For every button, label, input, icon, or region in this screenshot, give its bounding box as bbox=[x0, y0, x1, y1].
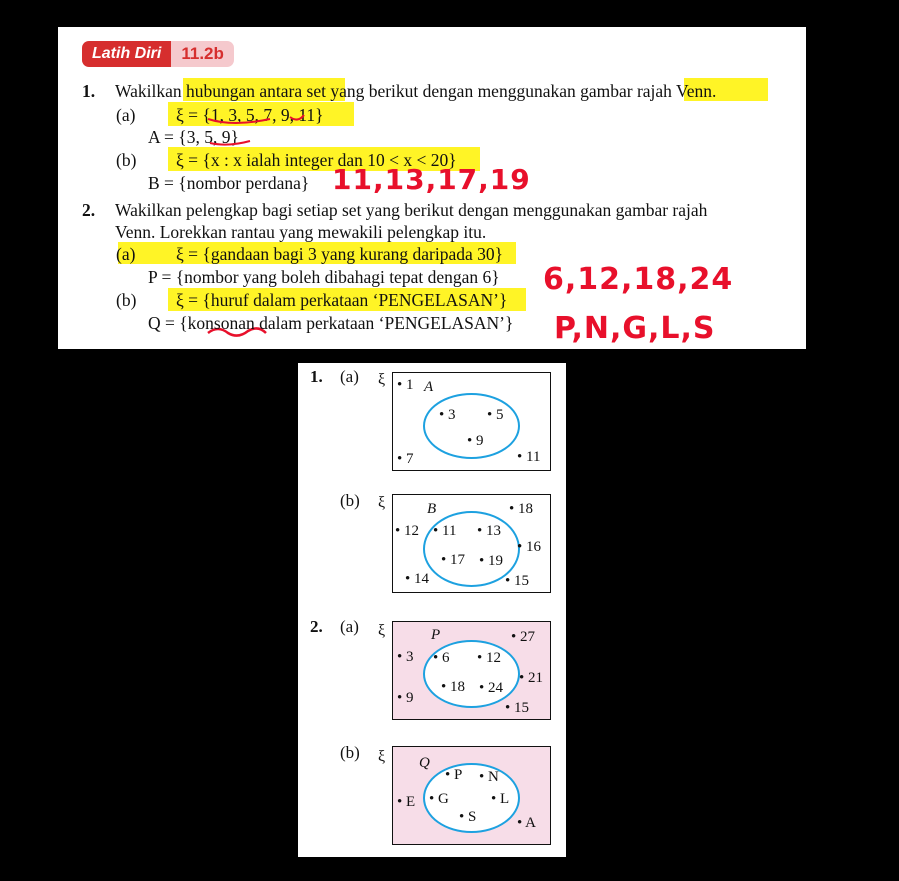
element: • L bbox=[491, 791, 510, 807]
venn-1b-box bbox=[392, 494, 551, 593]
q2b-universal-set: ξ = {huruf dalam perkataan ‘PENGELASAN’} bbox=[176, 290, 508, 310]
element: • A bbox=[517, 815, 537, 831]
q1a-set-a: A = {3, 5, 9} bbox=[148, 127, 239, 147]
venn-1a-box bbox=[392, 372, 551, 471]
set-label-q: Q bbox=[419, 755, 430, 771]
element: • 9 bbox=[397, 690, 414, 706]
venn-1a-set-a bbox=[423, 393, 520, 459]
element: • 9 bbox=[467, 433, 484, 449]
element: • 18 bbox=[509, 501, 534, 517]
element: • 11 bbox=[433, 523, 457, 539]
q1b-set-b: B = {nombor perdana} bbox=[148, 173, 310, 193]
element: • 21 bbox=[519, 670, 544, 686]
element: • 16 bbox=[517, 539, 542, 555]
element: • 13 bbox=[477, 523, 502, 539]
element: • S bbox=[459, 809, 477, 825]
question-1-text: Wakilkan hubungan antara set yang berikut dengan menggunakan gambar rajah Venn. bbox=[115, 81, 717, 101]
element: • 24 bbox=[479, 680, 504, 696]
element: • 5 bbox=[487, 407, 504, 423]
venn-2a-box bbox=[392, 621, 551, 720]
handwritten-primes: 11,13,17,19 bbox=[332, 163, 531, 196]
element: • 6 bbox=[433, 650, 450, 666]
element: • 17 bbox=[441, 552, 466, 568]
element: • G bbox=[429, 791, 449, 807]
answer-2a-label: (a) bbox=[340, 617, 359, 636]
element: • 15 bbox=[505, 700, 530, 716]
element: • 1 bbox=[397, 377, 414, 393]
element: • 18 bbox=[441, 679, 466, 695]
answer-1a-label: (a) bbox=[340, 367, 359, 386]
answer-1-number: 1. bbox=[310, 367, 323, 386]
answer-2-number: 2. bbox=[310, 617, 323, 636]
question-2-text-line1: Wakilkan pelengkap bagi setiap set yang berikut dengan menggunakan gambar rajah bbox=[115, 200, 708, 220]
xi-symbol: ξ bbox=[378, 622, 386, 639]
question-2-text-line2: Venn. Lorekkan rantau yang mewakili pelengkap itu. bbox=[115, 222, 487, 242]
q2b-set-q: Q = {konsonan dalam perkataan ‘PENGELASAN’} bbox=[148, 313, 514, 333]
element: • 12 bbox=[395, 523, 420, 539]
xi-symbol: ξ bbox=[378, 371, 386, 388]
element: • 15 bbox=[505, 573, 530, 589]
answer-2b-label: (b) bbox=[340, 743, 360, 762]
element: • N bbox=[479, 769, 499, 785]
q1b-universal-set: ξ = {x : x ialah integer dan 10 < x < 20} bbox=[176, 150, 457, 170]
answer-1b-label: (b) bbox=[340, 491, 360, 510]
element: • E bbox=[397, 794, 416, 810]
q2a-label: (a) bbox=[116, 244, 136, 264]
badge-number: 11.2b bbox=[171, 41, 234, 67]
venn-2b-box bbox=[392, 746, 551, 845]
element: • 14 bbox=[405, 571, 430, 587]
element: • 11 bbox=[517, 449, 541, 465]
set-label-a: A bbox=[424, 379, 434, 395]
question-1-number: 1. bbox=[82, 81, 96, 101]
element: • 7 bbox=[397, 451, 414, 467]
element: • 12 bbox=[477, 650, 502, 666]
question-2-number: 2. bbox=[82, 200, 96, 220]
element: • P bbox=[445, 767, 463, 783]
q2a-universal-set: ξ = {gandaan bagi 3 yang kurang daripada 30} bbox=[176, 244, 504, 264]
handwritten-multiples: 6,12,18,24 bbox=[543, 262, 734, 297]
element: • 3 bbox=[439, 407, 456, 423]
q1a-label: (a) bbox=[116, 105, 136, 125]
q1b-label: (b) bbox=[116, 150, 137, 170]
q2b-label: (b) bbox=[116, 290, 137, 310]
exercise-panel bbox=[58, 27, 806, 349]
element: • 19 bbox=[479, 553, 504, 569]
set-label-p: P bbox=[431, 627, 441, 643]
answers-panel bbox=[298, 363, 566, 857]
xi-symbol: ξ bbox=[378, 748, 386, 765]
handwritten-consonants: P,N,G,L,S bbox=[554, 311, 716, 346]
q2a-set-p: P = {nombor yang boleh dibahagi tepat dengan 6} bbox=[148, 267, 500, 287]
badge-label: Latih Diri bbox=[82, 41, 171, 67]
set-label-b: B bbox=[427, 501, 437, 517]
q1a-universal-set: ξ = {1, 3, 5, 7, 9, 11} bbox=[176, 105, 324, 125]
xi-symbol: ξ bbox=[378, 494, 386, 511]
element: • 3 bbox=[397, 649, 414, 665]
element: • 27 bbox=[511, 629, 536, 645]
